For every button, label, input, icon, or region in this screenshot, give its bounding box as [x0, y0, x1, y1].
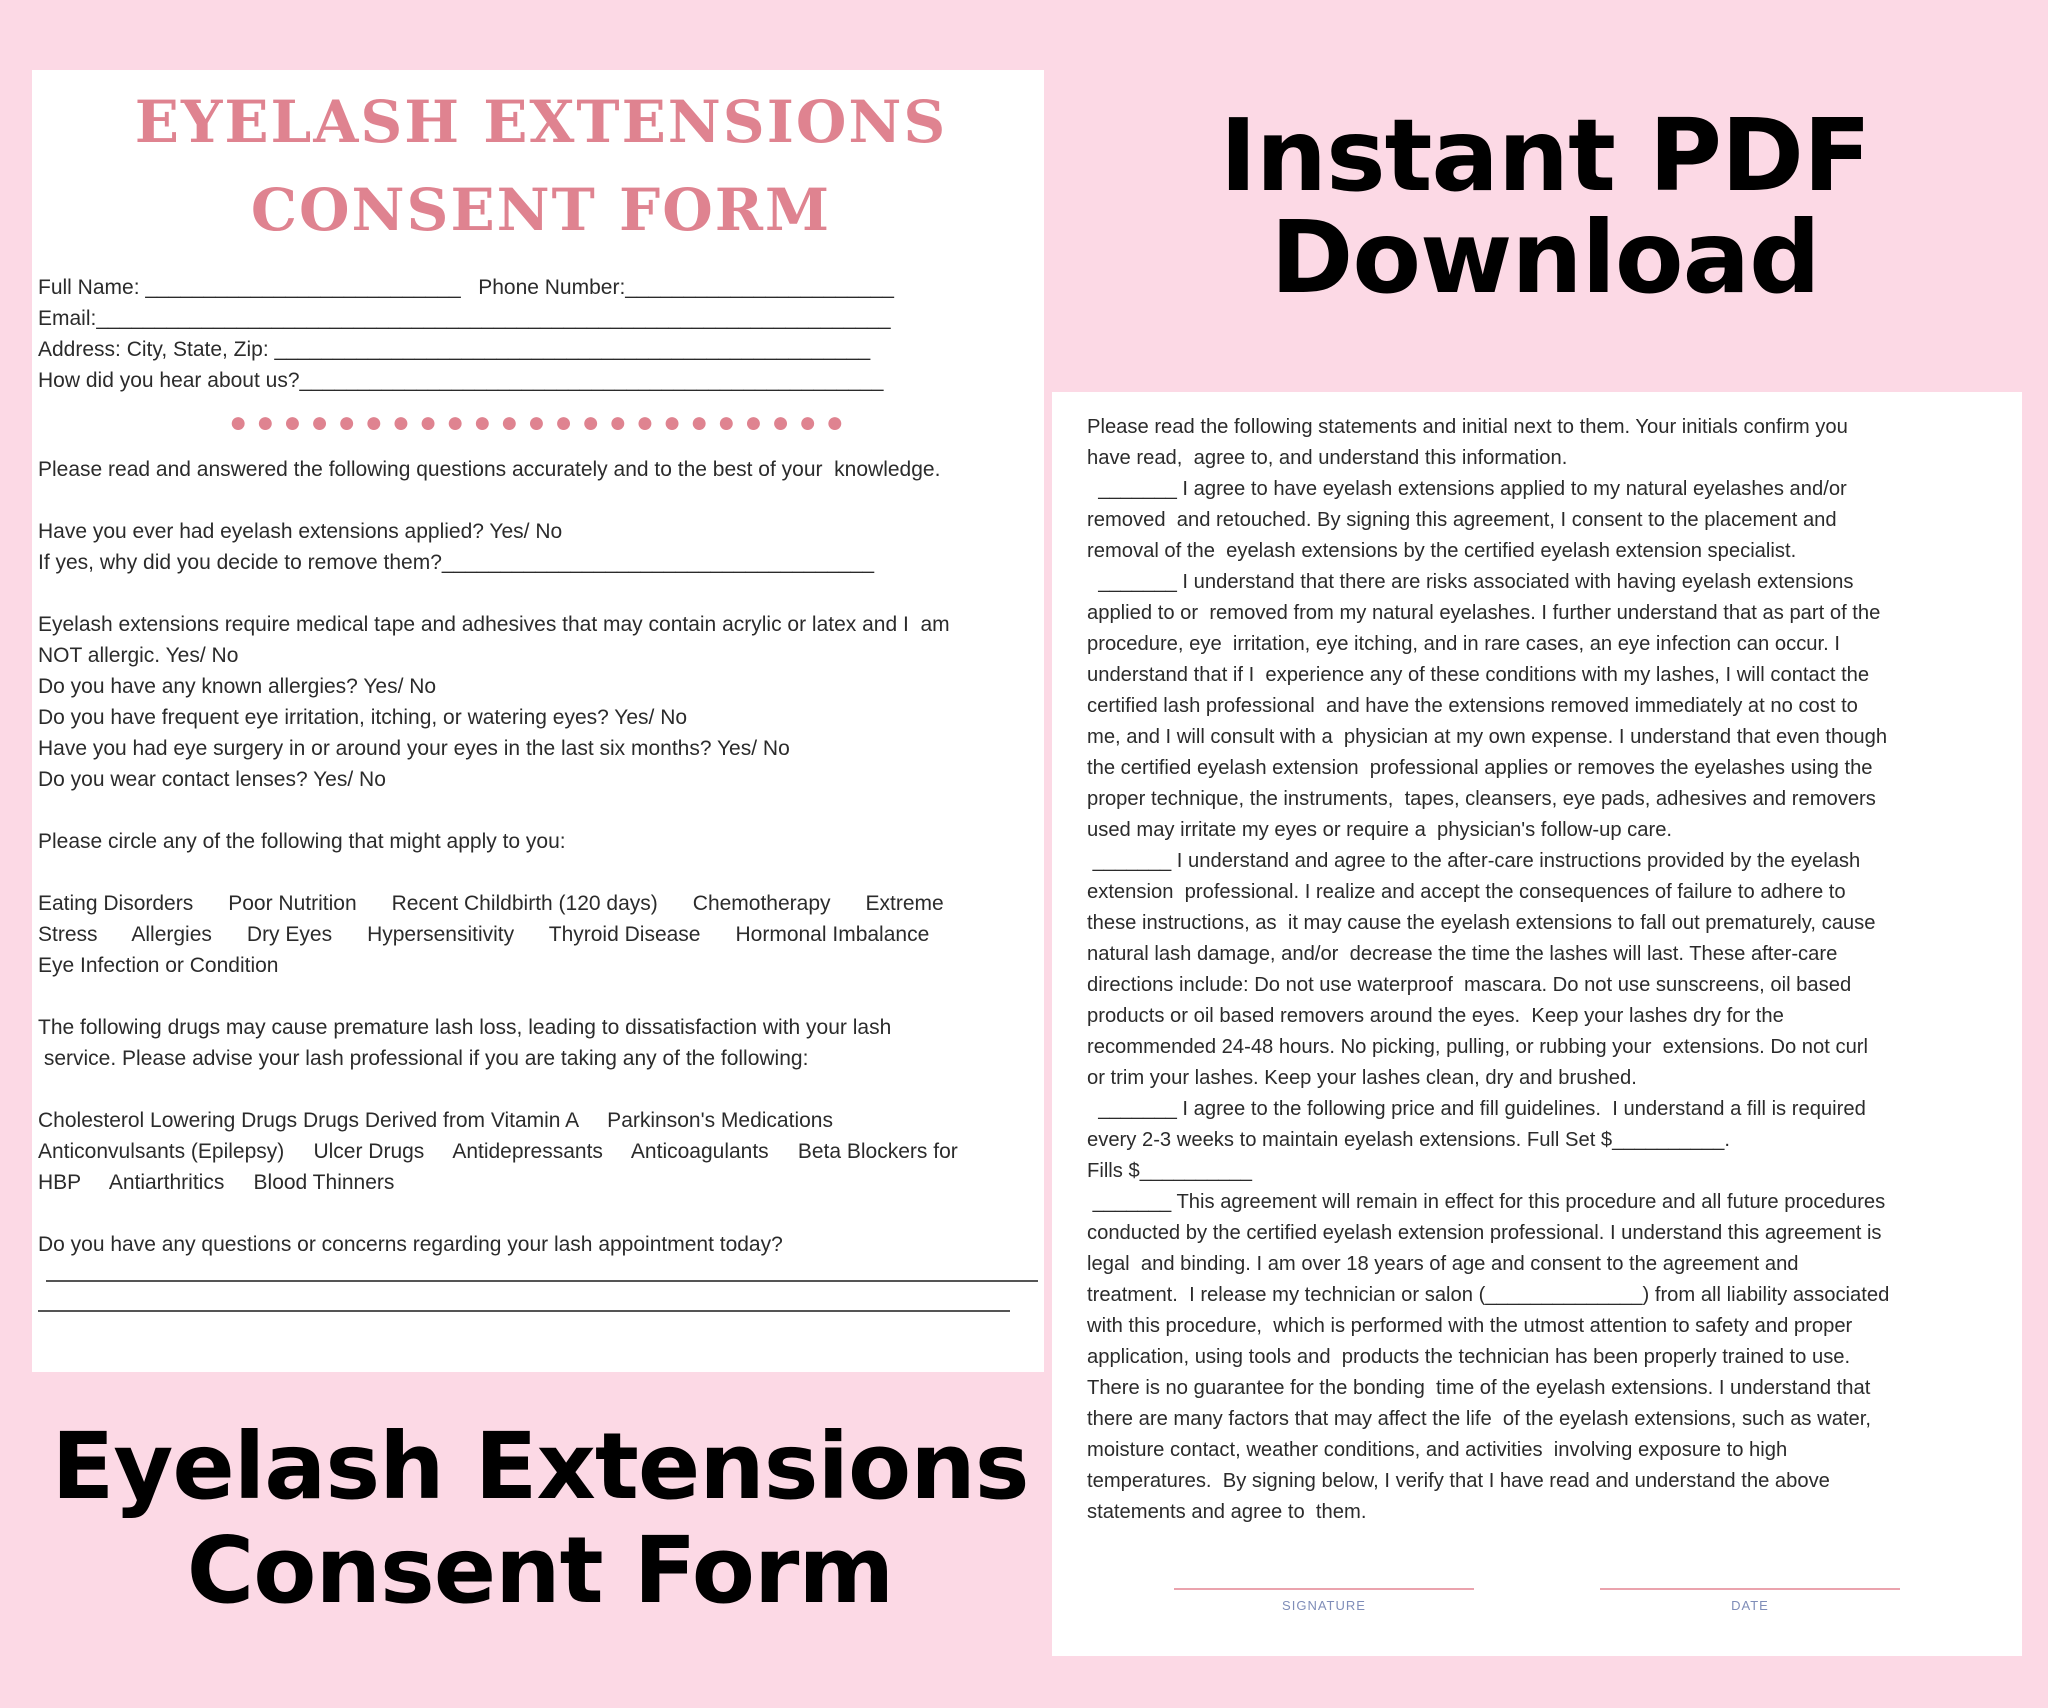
- field-email: Email:____________________________________________________________________: [38, 307, 891, 330]
- question-adhesive-allergy-1: Eyelash extensions require medical tape and adhesives that may contain acrylic or latex and I am: [38, 613, 950, 636]
- drugs-intro-1: The following drugs may cause premature lash loss, leading to dissatisfaction with your lash: [38, 1016, 892, 1039]
- statement-line: recommended 24-48 hours. No picking, pulling, or rubbing your extensions. Do not curl: [1087, 1036, 1869, 1058]
- statement-line: removed and retouched. By signing this agreement, I consent to the placement and: [1087, 509, 1837, 531]
- drugs-line-1: Cholesterol Lowering Drugs Drugs Derived from Vitamin A Parkinson's Medications: [38, 1109, 833, 1132]
- question-removal-reason: If yes, why did you decide to remove them?_____________________________________: [38, 551, 875, 574]
- headline-bottom-line2: Consent Form: [186, 1517, 894, 1624]
- statement-line: the certified eyelash extension professional applies or removes the eyelashes using the: [1087, 757, 1873, 779]
- statement-line: _______ I agree to the following price and fill guidelines. I understand a fill is required: [1087, 1098, 1866, 1120]
- signature-line: [1174, 1588, 1474, 1590]
- question-adhesive-allergy-2: NOT allergic. Yes/ No: [38, 644, 239, 667]
- dot-divider: ●●●●●●●●●●●●●●●●●●●●●●●: [229, 406, 853, 439]
- consent-form-page-2: [1052, 392, 2022, 1656]
- statements-body: [1087, 412, 1990, 1528]
- headline-bottom-line1: Eyelash Extensions: [51, 1413, 1029, 1520]
- statement-line: _______ I understand that there are risks associated with having eyelash extensions: [1087, 571, 1854, 593]
- statement-line: products or oil based removers around the eyes. Keep your lashes dry for the: [1087, 1005, 1784, 1027]
- conditions-line-3: Eye Infection or Condition: [38, 954, 279, 977]
- field-address: Address: City, State, Zip: ___________________________________________________: [38, 338, 871, 361]
- statement-line: natural lash damage, and/or decrease the time the lashes will last. These after-care: [1087, 943, 1838, 965]
- statement-line: _______ I understand and agree to the after-care instructions provided by the eyelash: [1087, 850, 1861, 872]
- signature-label: SIGNATURE: [1282, 1598, 1366, 1613]
- statement-line: procedure, eye irritation, eye itching, and in rare cases, an eye infection can occur. I: [1087, 633, 1840, 655]
- statement-line: temperatures. By signing below, I verify that I have read and understand the above: [1087, 1470, 1830, 1492]
- conditions-line-2: Stress Allergies Dry Eyes Hypersensitivity Thyroid Disease Hormonal Imbalance: [38, 923, 930, 946]
- statement-line: Fills $__________: [1087, 1160, 1252, 1182]
- headline-top-line1: Instant PDF: [1219, 97, 1871, 214]
- headline-top-line2: Download: [1270, 199, 1820, 316]
- consent-form-page-1: [32, 70, 1044, 1372]
- drugs-line-2: Anticonvulsants (Epilepsy) Ulcer Drugs Antidepressants Anticoagulants Beta Blockers for: [38, 1140, 958, 1163]
- statement-line: used may irritate my eyes or require a physician's follow-up care.: [1087, 819, 1673, 841]
- statement-line: certified lash professional and have the extensions removed immediately at no cost to: [1087, 695, 1858, 717]
- statement-line: proper technique, the instruments, tapes, cleansers, eye pads, adhesives and removers: [1087, 788, 1876, 810]
- statement-line: Please read the following statements and initial next to them. Your initials confirm you: [1087, 416, 1848, 438]
- headline-product-name: [20, 1415, 1060, 1623]
- statement-line: conducted by the certified eyelash extension professional. I understand this agreement is: [1087, 1222, 1882, 1244]
- statement-line: legal and binding. I am over 18 years of age and consent to the agreement and: [1087, 1253, 1799, 1275]
- statement-line: with this procedure, which is performed with the utmost attention to safety and proper: [1087, 1315, 1853, 1337]
- conditions-line-1: Eating Disorders Poor Nutrition Recent Childbirth (120 days) Chemotherapy Extreme: [38, 892, 944, 915]
- statement-line: extension professional. I realize and accept the consequences of failure to adhere to: [1087, 881, 1846, 903]
- statement-line: There is no guarantee for the bonding time of the eyelash extensions. I understand that: [1087, 1377, 1871, 1399]
- statement-line: every 2-3 weeks to maintain eyelash extensions. Full Set $__________.: [1087, 1129, 1731, 1151]
- field-referral: How did you hear about us?__________________________________________________: [38, 369, 884, 392]
- date-line: [1600, 1588, 1900, 1590]
- question-contact-lenses: Do you wear contact lenses? Yes/ No: [38, 768, 386, 791]
- date-label: DATE: [1731, 1598, 1769, 1613]
- statement-line: these instructions, as it may cause the eyelash extensions to fall out prematurely, cause: [1087, 912, 1876, 934]
- statement-line: removal of the eyelash extensions by the certified eyelash extension specialist.: [1087, 540, 1797, 562]
- drugs-line-3: HBP Antiarthritics Blood Thinners: [38, 1171, 395, 1194]
- headline-instant-pdf: [1185, 97, 1905, 316]
- questions-intro: Please read and answered the following questions accurately and to the best of your knowledge.: [38, 458, 941, 481]
- question-eye-irritation: Do you have frequent eye irritation, itching, or watering eyes? Yes/ No: [38, 706, 688, 729]
- question-allergies: Do you have any known allergies? Yes/ No: [38, 675, 437, 698]
- statement-line: understand that if I experience any of these conditions with my lashes, I will contact the: [1087, 664, 1870, 686]
- field-full-name-phone: Full Name: ___________________________ Phone Number:_______________________: [38, 276, 894, 299]
- question-eye-surgery: Have you had eye surgery in or around your eyes in the last six months? Yes/ No: [38, 737, 790, 760]
- circle-intro: Please circle any of the following that might apply to you:: [38, 830, 566, 853]
- drugs-intro-2: service. Please advise your lash professional if you are taking any of the following:: [38, 1047, 809, 1070]
- statement-line: _______ This agreement will remain in effect for this procedure and all future procedures: [1087, 1191, 1886, 1213]
- statement-line: statements and agree to them.: [1087, 1501, 1367, 1523]
- form-title-line2: CONSENT FORM: [250, 176, 832, 244]
- signature-row: [1052, 1588, 2022, 1638]
- answer-line-2: [38, 1310, 1010, 1312]
- statement-line: or trim your lashes. Keep your lashes clean, dry and brushed.: [1087, 1067, 1637, 1089]
- statement-line: _______ I agree to have eyelash extensions applied to my natural eyelashes and/or: [1087, 478, 1847, 500]
- statement-line: moisture contact, weather conditions, and activities involving exposure to high: [1087, 1439, 1788, 1461]
- statement-line: applied to or removed from my natural eyelashes. I further understand that as part of the: [1087, 602, 1881, 624]
- statement-line: application, using tools and products the technician has been properly trained to use.: [1087, 1346, 1851, 1368]
- form-title-line1: EYELASH EXTENSIONS: [134, 88, 948, 156]
- statement-line: me, and I will consult with a physician at my own expense. I understand that even though: [1087, 726, 1888, 748]
- question-prior-extensions: Have you ever had eyelash extensions applied? Yes/ No: [38, 520, 563, 543]
- final-question: Do you have any questions or concerns regarding your lash appointment today?: [38, 1233, 783, 1256]
- statement-line: have read, agree to, and understand this information.: [1087, 447, 1568, 469]
- statement-line: treatment. I release my technician or salon (______________) from all liability associated: [1087, 1284, 1890, 1306]
- form-title: [38, 78, 1044, 254]
- statement-line: directions include: Do not use waterproof mascara. Do not use sunscreens, oil based: [1087, 974, 1852, 996]
- statement-line: there are many factors that may affect the life of the eyelash extensions, such as water,: [1087, 1408, 1871, 1430]
